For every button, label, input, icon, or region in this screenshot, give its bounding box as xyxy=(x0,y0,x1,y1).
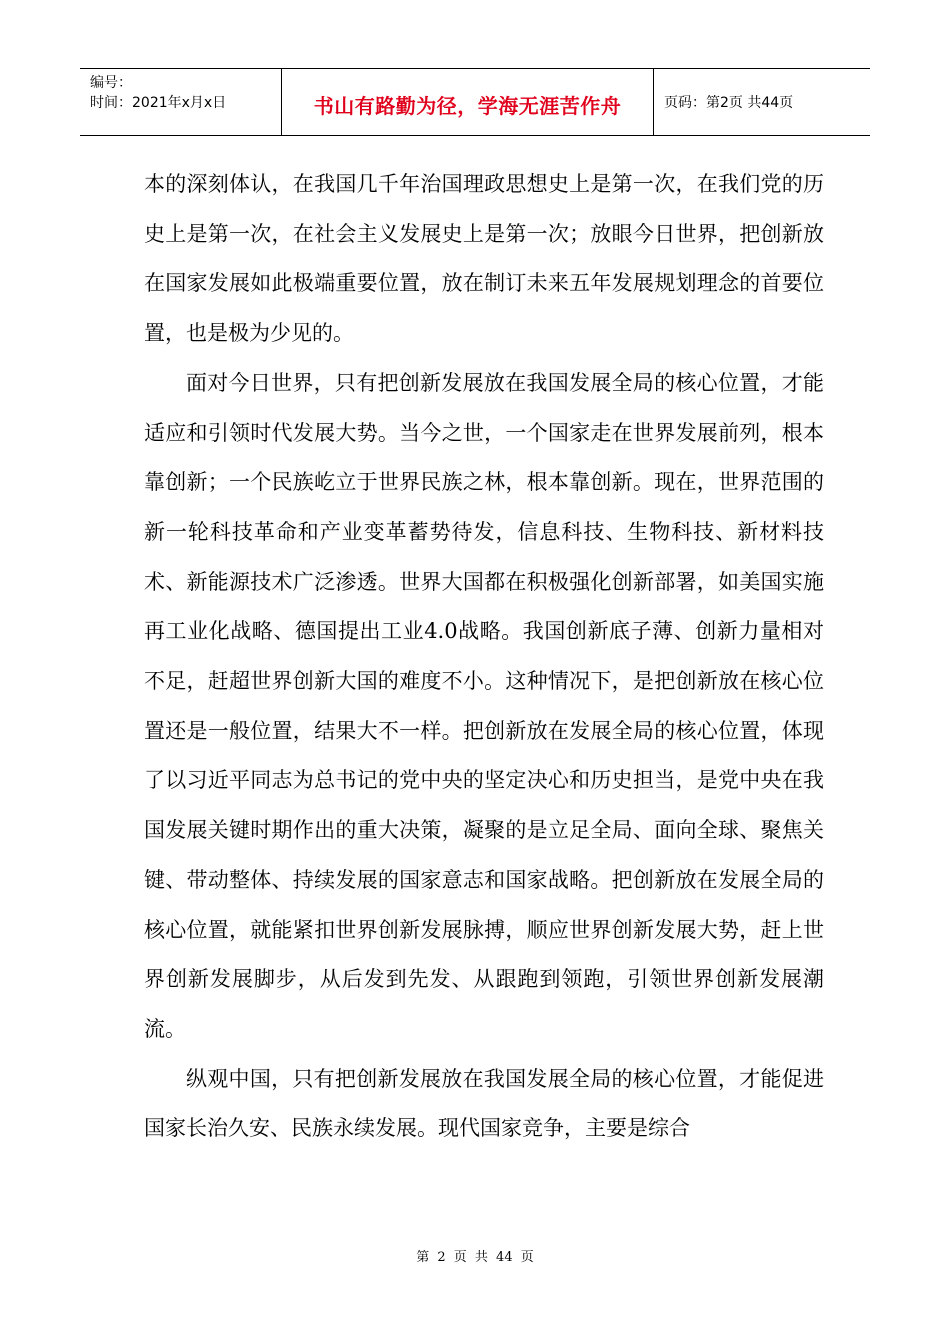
header-motto-cell xyxy=(282,69,654,135)
header-page-number: 页码：第2页 共44页 xyxy=(664,95,794,111)
header-meta-cell xyxy=(80,69,282,135)
document-body xyxy=(144,160,824,1154)
paragraph: 纵观中国，只有把创新发展放在我国发展全局的核心位置，才能促进国家长治久安、民族永续发展。现代国家竞争，主要是综合 xyxy=(144,1066,824,1141)
header-page-cell xyxy=(654,69,870,135)
serial-number-label: 编号： xyxy=(90,75,132,91)
page-header xyxy=(80,68,870,136)
paragraph: 面对今日世界，只有把创新发展放在我国发展全局的核心位置，才能适应和引领时代发展大势。当今之世，一个国家走在世界发展前列，根本靠创新；一个民族屹立于世界民族之林，根本靠创新。现在，世界范围的新一轮科技革命和产业变革蓄势待发，信息科技、生物科技、新材料技术、新能源技术广泛渗透。世界大国都在积极强化创新部署，如美国实施再工业化战略、德国提出工业4.0战略。我国创新底子薄、创新力量相对不足，赶超世界创新大国的难度不小。这种情况下，是把创新放在核心位置还是一般位置，结果大不一样。把创新放在发展全局的核心位置，体现了以习近平同志为总书记的党中央的坚定决心和历史担当，是党中央在我国发展关键时期作出的重大决策，凝聚的是立足全局、面向全球、聚焦关键、带动整体、持续发展的国家意志和国家战略。把创新放在发展全局的核心位置，就能紧扣世界创新发展脉搏，顺应世界创新发展大势，赶上世界创新发展脚步，从后发到先发、从跟跑到领跑，引领世界创新发展潮流。 xyxy=(144,370,824,1041)
header-motto: 书山有路勤为径，学海无涯苦作舟 xyxy=(313,93,622,118)
paragraph-continued: 本的深刻体认，在我国几千年治国理政思想史上是第一次，在我们党的历史上是第一次，在社会主义发展史上是第一次；放眼今日世界，把创新放在国家发展如此极端重要位置，放在制订未来五年发展规划理念的首要位置，也是极为少见的。 xyxy=(144,172,824,346)
page-footer: 第 2 页 共 44 页 xyxy=(416,1250,534,1265)
time-label: 时间：2021年x月x日 xyxy=(90,95,227,111)
